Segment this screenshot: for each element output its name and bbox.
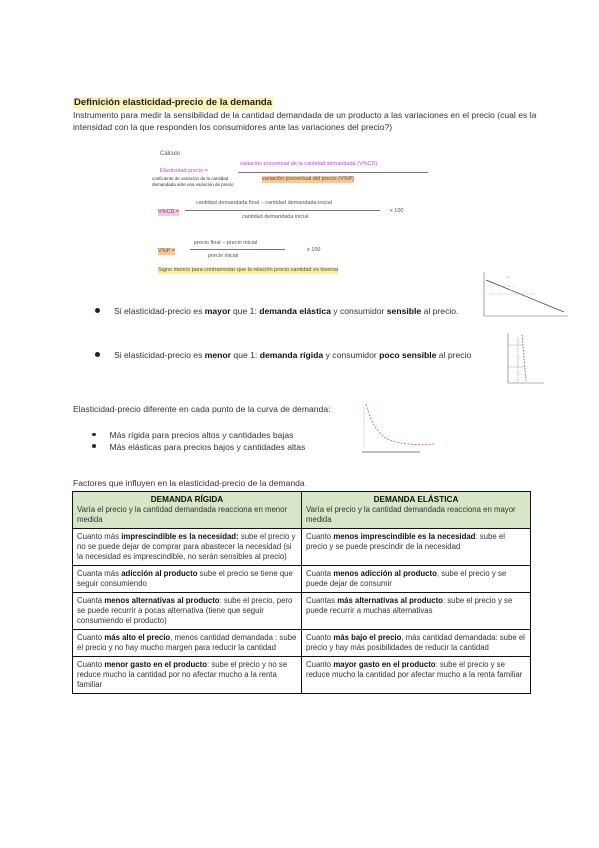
svg-text:↘: ↘: [506, 275, 509, 279]
formula-vp-den: precio inicial: [208, 253, 239, 259]
bullet-dot: [95, 352, 100, 357]
table-row: [73, 593, 531, 630]
rigid-demand-graph: [500, 327, 546, 389]
list-item: Más elásticas para precios bajos y cantidades altas: [92, 442, 305, 454]
table-header-row: [73, 492, 531, 529]
factors-heading: Factores que influyen en la elasticidad-precio de la demanda: [73, 478, 305, 488]
table-cell: Cuanta más adicción al producto sube el precio se tiene que seguir consumiendo: [73, 566, 302, 593]
formula-coef1: coeficiente de variación de la cantidad: [152, 176, 229, 181]
list-item: Más rígida para precios altos y cantidades bajas: [92, 430, 305, 442]
formula-num-top: variación porcentual de la cantidad demandada (V%CD): [240, 161, 378, 167]
table-cell: Cuanto mayor gasto en el producto: sube el precio y se reduce mucho la cantidad por afectar mucho a la renta familiar: [302, 657, 531, 694]
table-cell: Cuanto más alto el precio, menos cantidad demandada : sube el precio y no hay mucho margen para reducir la cantidad: [73, 630, 302, 657]
header-elastic: DEMANDA ELÁSTICA Varía el precio y la cantidad demandada reacciona en mayor medida: [302, 492, 531, 529]
table-cell: Cuanto más imprescindible es la necesidad: sube el precio y no se puede dejar de comprar para abastecer la necesidad (si la necesidad es imprescindible, no serán sensibles al precio): [73, 529, 302, 566]
formula-den-top: variación porcentual del precio (V%P): [262, 176, 355, 182]
factors-table: [72, 491, 531, 694]
curve-list: [92, 430, 305, 453]
formula-vp-num: precio final − precio inicial: [194, 240, 258, 246]
table-row: [73, 529, 531, 566]
header-rigid: DEMANDA RÍGIDA Varía el precio y la cantidad demandada reacciona en menor medida: [73, 492, 302, 529]
page-title: Definición elasticidad-precio de la demanda: [74, 97, 272, 108]
curve-heading: Elasticidad-precio diferente en cada punto de la curva de demanda:: [73, 404, 331, 414]
table-cell: Cuantas más alternativas al producto: sube el precio y se puede recurrir a muchas alternativas: [302, 593, 531, 630]
table-cell: Cuanto menos imprescindible es la necesidad: sube el precio y se puede prescindir de la necesidad: [302, 529, 531, 566]
table-cell: Cuanta menos adicción al producto, sube el precio y se puede dejar de consumir: [302, 566, 531, 593]
formula-vp: V%P =: [158, 248, 175, 254]
elastic-demand-graph: [476, 266, 572, 322]
table-cell: Cuanto menor gasto en el producto: sube el precio y no se reduce mucho la cantidad por no afectar mucho a la renta familiar: [73, 657, 302, 694]
formula-x100a: x 100: [390, 208, 404, 214]
demand-curve-graph: [360, 398, 438, 456]
bullet-elastic: Si elasticidad-precio es mayor que 1: demanda elástica y consumidor sensible al precio.: [95, 305, 458, 317]
formula-image: [150, 148, 440, 280]
formula-coef2: demandada ante una variación de precio: [152, 182, 234, 187]
formula-vcd-num: cantidad demandada final − cantidad demandada inicial: [196, 200, 332, 206]
formula-vcd-den: cantidad demandada inicial: [242, 214, 309, 220]
table-row: [73, 566, 531, 593]
formula-vcd: V%CD =: [158, 209, 180, 215]
intro-paragraph: Instrumento para medir la sensibilidad de la cantidad demandada de un producto a las variaciones en el precio (cual es la intensidad con la que responden los consumidores ante las variaciones del precio?): [73, 110, 537, 132]
formula-nota: Signo menos para contrarrestar que la relación precio cantidad es inversa: [158, 267, 339, 273]
bullet-rigid: Si elasticidad-precio es menor que 1: demanda rígida y consumidor poco sensible al precio: [95, 349, 471, 361]
formula-calculo: Cálculo: [160, 151, 181, 157]
table-row: [73, 657, 531, 694]
bullet-dot: [95, 308, 100, 313]
table-row: [73, 630, 531, 657]
table-cell: Cuanta menos alternativas al producto: sube el precio, pero se puede recurrir a pocas alternativa (tiene que seguir consumiendo el producto): [73, 593, 302, 630]
formula-x100b: x 100: [307, 247, 321, 253]
formula-elasticidad: Elasticidad precio =: [160, 168, 208, 174]
table-cell: Cuanto más bajo el precio, más cantidad demandada: sube el precio y hay más posibilidades de reducir la cantidad: [302, 630, 531, 657]
